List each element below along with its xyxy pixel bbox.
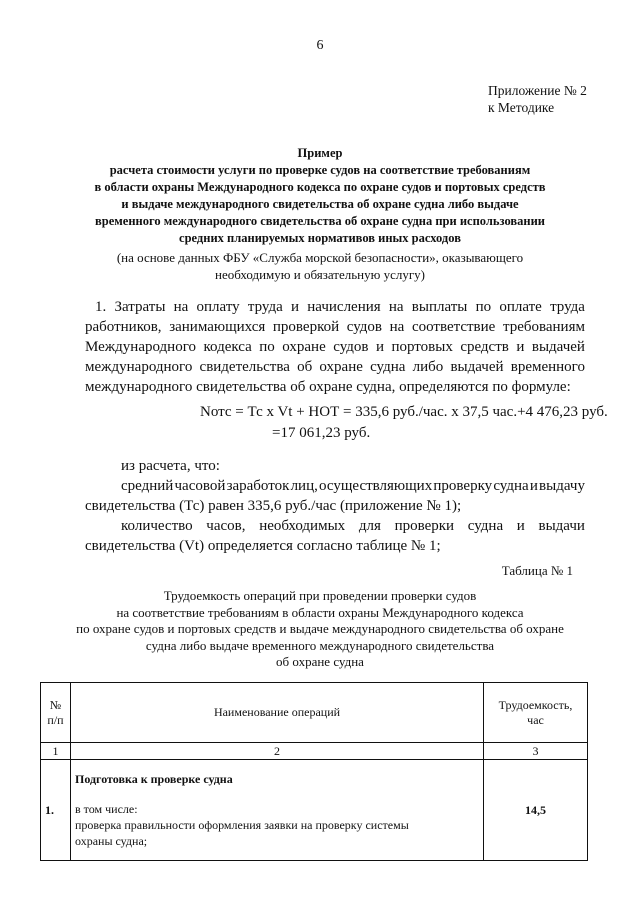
operation-title: Подготовка к проверке судна	[75, 772, 233, 786]
paragraph-word: по	[259, 339, 275, 355]
column-number-row	[41, 743, 588, 760]
column-number: 2	[71, 743, 484, 760]
table-row	[41, 760, 588, 861]
calc-word: осуществляющих	[319, 478, 433, 494]
paragraph-line	[85, 297, 585, 317]
calc-word: средний	[121, 478, 174, 494]
paragraph-word: Затраты	[114, 299, 166, 315]
appendix-reference	[488, 82, 587, 116]
paragraph-word: судна	[370, 359, 406, 375]
basis-line: необходимую и обязательную услугу)	[215, 267, 425, 282]
paragraph-word: об	[297, 359, 313, 375]
paragraph-word: работников,	[85, 319, 162, 335]
paragraph-line	[85, 357, 585, 377]
column-number: 1	[41, 743, 71, 760]
detail-line: проверка правильности оформления заявки на проверку системы	[75, 818, 409, 832]
calc-word: заработок	[226, 478, 290, 494]
page-number: 6	[316, 38, 324, 53]
header-labor-unit: час	[527, 712, 544, 727]
paragraph-word: средств	[460, 339, 509, 355]
paragraph-word: начисления	[307, 299, 381, 315]
detail-line: охраны судна;	[75, 834, 148, 848]
formula-result: =17 061,23 руб.	[272, 425, 371, 441]
column-number: 3	[484, 743, 588, 760]
row-number: 1.	[41, 760, 71, 861]
header-number-symbol: №	[49, 697, 62, 712]
paragraph-word: на	[173, 299, 189, 315]
basis-line: (на основе данных ФБУ «Служба морской безопасности», оказывающего	[116, 250, 524, 265]
title-line: и выдаче международного свидетельства об охране судна либо выдаче	[121, 197, 519, 211]
document-title	[70, 145, 570, 247]
paragraph-word: на	[389, 319, 405, 335]
header-labor-label: Трудоемкость,	[498, 697, 573, 712]
paragraph-word: охране	[319, 359, 363, 375]
row-operation	[71, 760, 484, 861]
calc-intro: из расчета, что:	[121, 458, 220, 474]
paragraph-word: охране	[282, 339, 326, 355]
paragraph-word: оплату	[196, 299, 240, 315]
paragraph-word: на	[388, 299, 404, 315]
paragraph-line	[85, 337, 585, 357]
paragraph-word: выплаты	[411, 299, 468, 315]
paragraph-word: временного	[510, 359, 585, 375]
caption-line: Трудоемкость операций при проведении проверки судов	[163, 588, 477, 603]
paragraph-word: Международного	[85, 339, 196, 355]
calc-word: выдачу	[539, 478, 585, 494]
caption-line: об охране судна	[276, 654, 364, 669]
paragraph-word: труда	[247, 299, 283, 315]
paragraph-word: кодекса	[203, 339, 252, 355]
header-operation-name: Наименование операций	[71, 683, 484, 743]
paragraph-word: требованиям	[502, 319, 585, 335]
operation-details	[75, 801, 479, 849]
calc-word: выдачи	[538, 518, 585, 534]
header-number	[41, 683, 71, 743]
row-hours: 14,5	[484, 760, 588, 861]
title-line: временного международного свидетельства об охране судна при использовании	[95, 214, 545, 228]
calc-word: судна	[493, 478, 529, 494]
calc-word: судна	[467, 518, 504, 534]
title-line: средних планируемых нормативов иных расходов	[179, 231, 461, 245]
formula-line: Nотс = Тс x Vt + НОТ = 335,6 руб./час. x 37,5 час.+4 476,23 руб.	[200, 404, 608, 420]
paragraph-word: по	[475, 299, 492, 315]
header-labor	[484, 683, 588, 743]
calc-word: и	[529, 478, 538, 494]
paragraph-word: оплате	[499, 299, 542, 315]
paragraph-word: проверкой	[272, 319, 340, 335]
calc-word: и	[516, 518, 525, 534]
calc-word: необходимых	[259, 518, 346, 534]
calc-word: количество	[121, 518, 193, 534]
paragraph-word: соответствие	[411, 319, 496, 335]
paragraph-word: труда	[550, 299, 585, 315]
paragraph-word: и	[516, 339, 525, 355]
caption-line: на соответствие требованиям в области охраны Международного кодекса	[116, 604, 524, 620]
title-line: в области охраны Международного кодекса по охране судов и портовых средств	[94, 180, 546, 194]
paragraph-word: и	[291, 299, 300, 315]
calc-word: часовой	[174, 478, 226, 494]
appendix-label: Приложение № 2	[488, 83, 587, 98]
paragraph-word: выдачей	[450, 359, 504, 375]
paragraph-labor-costs	[85, 297, 585, 397]
paragraph-word: свидетельства	[199, 359, 290, 375]
header-number-abbr: п/п	[47, 712, 64, 727]
calc-word: для	[358, 518, 381, 534]
table-label: Таблица № 1	[501, 563, 573, 578]
calc-word: часов,	[206, 518, 246, 534]
calc-item2-line2: свидетельства (Vt) определяется согласно таблице № 1;	[85, 538, 441, 554]
paragraph-word: 1.	[95, 299, 107, 315]
calc-item1-line2: свидетельства (Тс) равен 335,6 руб./час (приложение № 1);	[85, 498, 462, 514]
paragraph-word: международного свидетельства об охране судна, определяются по формуле:	[85, 379, 571, 395]
appendix-methodology: к Методике	[488, 100, 555, 115]
paragraph-word: портовых	[391, 339, 453, 355]
basis-note	[70, 249, 570, 283]
paragraph-line	[85, 377, 585, 397]
title-line: расчета стоимости услуги по проверке судов на соответствие требованиям	[109, 163, 531, 177]
paragraph-line	[85, 317, 585, 337]
detail-line: в том числе:	[75, 802, 138, 816]
table-header-row	[41, 683, 588, 743]
caption-line: судна либо выдаче временного международного свидетельства	[145, 637, 495, 653]
paragraph-word: занимающихся	[169, 319, 266, 335]
calc-word: лиц,	[290, 478, 318, 494]
calc-item2-line1	[85, 516, 585, 536]
title-heading: Пример	[297, 146, 343, 160]
calc-word: проверку	[433, 478, 493, 494]
paragraph-word: судов	[346, 319, 382, 335]
table-caption	[60, 588, 580, 671]
paragraph-word: судов	[333, 339, 369, 355]
caption-line: по охране судов и портовых средств и выдаче международного свидетельства об охране	[76, 621, 564, 636]
paragraph-word: международного	[85, 359, 193, 375]
paragraph-word: выдачей	[531, 339, 585, 355]
operations-table	[40, 682, 588, 861]
calculation-basis	[85, 456, 585, 556]
calc-item1-line1	[85, 476, 585, 496]
paragraph-word: и	[375, 339, 384, 355]
calc-word: проверки	[394, 518, 455, 534]
paragraph-word: либо	[412, 359, 444, 375]
